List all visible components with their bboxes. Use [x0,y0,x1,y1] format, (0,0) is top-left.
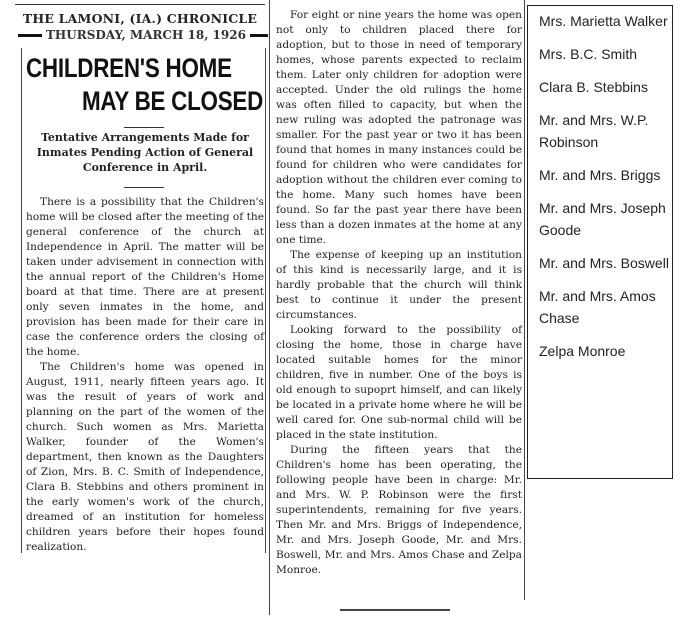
name-item: Mr. and Mrs. Joseph Goode [539,200,666,238]
article-body-column-2 [276,8,522,578]
subheadline-deck: Tentative Arrangements Made for Inmates Pending Action of General Conference in April. [36,131,254,174]
name-item: Mr. and Mrs. W.P. Robinson [539,112,649,150]
column-border-left [21,48,22,553]
paragraph: Looking forward to the possibility of closing the home, those in charge have located suitable homes for the minor children, five in number. One of the boys is old enough to supoprt himself, and can likely be located in a private home where he will be well cared for. One sub-normal child will be placed in the state institution. [276,324,522,441]
paragraph: The Children's home was opened in August, 1911, nearly fifteen years ago. It was the result of years of work and planning on the part of the women of the church. Such women as Mrs. Marietta Walker, founder of the Women's department, then known as the Daughters of Zion, Mrs. B. C. Smith of Independence, Clara B. Stebbins and others prominent in the early women's work of the church, dreamed of an institution for homeless children years before their hopes found realization. [26,361,264,553]
name-item: Clara B. Stebbins [539,79,648,95]
dateline-rule-left [18,34,42,37]
masthead: THE LAMONI, (IA.) CHRONICLE [22,11,258,26]
paragraph: The expense of keeping up an institution of this kind is necessarily large, and it is hardly probable that the church will think best to continue it under the present circumstances. [276,249,522,321]
newspaper-clipping-column-2 [268,0,526,627]
names-list [528,10,672,362]
names-list-box [527,5,673,479]
name-item: Mrs. B.C. Smith [539,46,638,62]
dateline-text: THURSDAY, MARCH 18, 1926 [46,28,246,42]
paragraph: For eight or nine years the home was open not only to children placed there for adoption, but to those in need of temporary homes, whose parents expected to reclaim them. Later only children for adoption were accepted. Under the old rulings the home was often filled to capacity, but when the new ruling was adopted the patronage was smaller. For the past year or two it has been found that homes in many instances could be found for children who were candidates for adoption without the children ever coming to the home. Many such homes have been found. So far the past year there have been less than a dozen inmates at the home at any one time. [276,9,522,246]
dateline [14,28,266,42]
top-rule [15,4,265,5]
paragraph: There is a possibility that the Children's home will be closed after the meeting of the general conference of the church at Independence in April. The matter will be taken under advisement in connection with the annual report of the Children's Home board at that time. There are at present only seven inmates in the home, and provision has been made for their care in case the conference orders the closing of the home. [26,196,264,358]
paragraph: During the fifteen years that the Children's home has been operating, the following people have been in charge: Mr. and Mrs. W. P. Robinson were the first superintendents, remaining for five years. Then Mr. and Mrs. Briggs of Independence, Mr. and Mrs. Joseph Goode, Mr. and Mrs. Boswell, Mr. and Mrs. Amos Chase and Zelpa Monroe. [276,444,522,576]
column-border-left [269,0,270,615]
deck-divider [124,187,164,188]
name-item: Zelpa Monroe [539,343,626,359]
column-border-right [524,0,525,600]
headline-divider [124,127,164,128]
name-item: Mrs. Marietta Walker [539,13,668,29]
end-of-article-rule [340,609,450,611]
column-border-right [265,48,266,553]
article-body-column-1 [26,195,264,555]
name-item: Mr. and Mrs. Briggs [539,167,661,183]
headline-line-1: CHILDREN'S HOME [26,53,232,83]
name-item: Mr. and Mrs. Boswell [539,255,669,271]
newspaper-clipping-column-1 [0,0,268,560]
headline-line-2: MAY BE CLOSED [82,86,264,116]
name-item: Mr. and Mrs. Amos Chase [539,288,656,326]
